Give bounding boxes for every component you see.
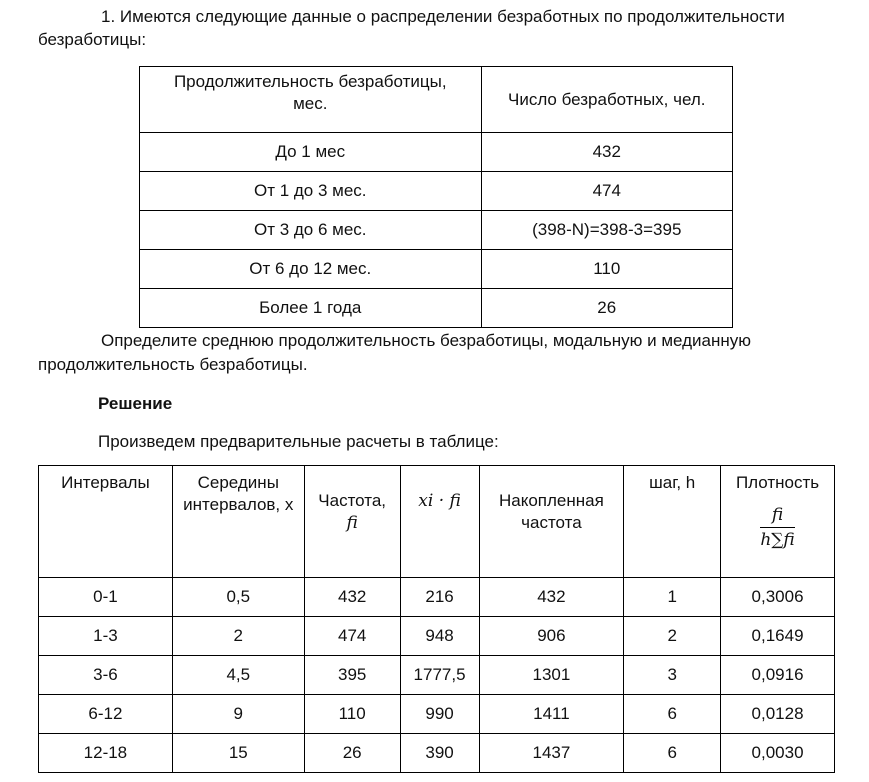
cell-duration: До 1 мес [140,133,482,172]
task-text-line-2: безработицы: [38,30,147,49]
header-count: Число безработных, чел. [481,67,733,133]
table-row [39,656,835,695]
cell-step: 2 [624,617,721,656]
cell-count: 110 [481,250,733,289]
cell-interval: 3-6 [39,656,173,695]
table-header-row [140,67,733,133]
cell-product: 1777,5 [400,656,479,695]
table-row [140,211,733,250]
cell-duration: От 1 до 3 мес. [140,172,482,211]
cell-step: 6 [624,734,721,773]
cell-density: 0,0030 [721,734,835,773]
cell-product: 390 [400,734,479,773]
header-midpoints-label: Середины интервалов, x [183,473,294,514]
header-frequency [304,466,400,578]
cell-density: 0,1649 [721,617,835,656]
cell-frequency: 474 [304,617,400,656]
cell-midpoint: 2 [172,617,304,656]
density-formula [760,504,794,551]
cell-interval: 12-18 [39,734,173,773]
cell-product: 990 [400,695,479,734]
cell-frequency: 110 [304,695,400,734]
task-text-line-1: 1. Имеются следующие данные о распределении безработных по продолжительности [101,7,785,26]
solution-heading: Решение [98,394,173,413]
cell-frequency: 395 [304,656,400,695]
cell-midpoint: 15 [172,734,304,773]
question-text-line-2: продолжительность безработицы. [38,355,308,374]
cell-density: 0,0128 [721,695,835,734]
header-frequency-label: Частота, [318,491,387,510]
calculation-table [38,465,835,773]
header-midpoints [172,466,304,578]
cell-interval: 1-3 [39,617,173,656]
intro-text: Произведем предварительные расчеты в таблице: [98,432,499,451]
table-row [140,250,733,289]
question-text-line-1: Определите среднюю продолжительность безработицы, модальную и медианную [101,331,752,350]
cell-interval: 6-12 [39,695,173,734]
header-density [721,466,835,578]
header-cumulative-label: Накопленная частота [498,491,604,532]
table-row [39,695,835,734]
cell-cumulative: 1411 [479,695,624,734]
header-duration: Продолжительность безработицы, мес. [140,67,482,133]
cell-cumulative: 906 [479,617,624,656]
table-row [39,617,835,656]
table-row [39,578,835,617]
cell-step: 1 [624,578,721,617]
header-cumulative [479,466,624,578]
cell-cumulative: 1301 [479,656,624,695]
cell-midpoint: 9 [172,695,304,734]
frequency-symbol: fi [346,513,358,533]
table-row [39,734,835,773]
density-numerator: fi [760,504,794,528]
cell-midpoint: 0,5 [172,578,304,617]
table-header-row [39,466,835,578]
cell-density: 0,0916 [721,656,835,695]
header-product [400,466,479,578]
cell-product: 216 [400,578,479,617]
density-denominator: h∑fi [760,530,795,550]
table-row [140,289,733,328]
cell-duration: От 3 до 6 мес. [140,211,482,250]
cell-midpoint: 4,5 [172,656,304,695]
cell-duration: От 6 до 12 мес. [140,250,482,289]
header-step: шаг, h [624,466,721,578]
cell-count: 474 [481,172,733,211]
product-formula: xi · fi [418,491,461,511]
unemployment-distribution-table [139,66,733,328]
cell-step: 6 [624,695,721,734]
cell-product: 948 [400,617,479,656]
cell-frequency: 26 [304,734,400,773]
table-row [140,133,733,172]
cell-interval: 0-1 [39,578,173,617]
header-intervals: Интервалы [39,466,173,578]
cell-count: 26 [481,289,733,328]
cell-count: (398-N)=398-3=395 [481,211,733,250]
cell-duration: Более 1 года [140,289,482,328]
cell-cumulative: 432 [479,578,624,617]
cell-frequency: 432 [304,578,400,617]
cell-density: 0,3006 [721,578,835,617]
table-row [140,172,733,211]
cell-step: 3 [624,656,721,695]
cell-cumulative: 1437 [479,734,624,773]
header-density-label: Плотность [735,473,820,492]
cell-count: 432 [481,133,733,172]
